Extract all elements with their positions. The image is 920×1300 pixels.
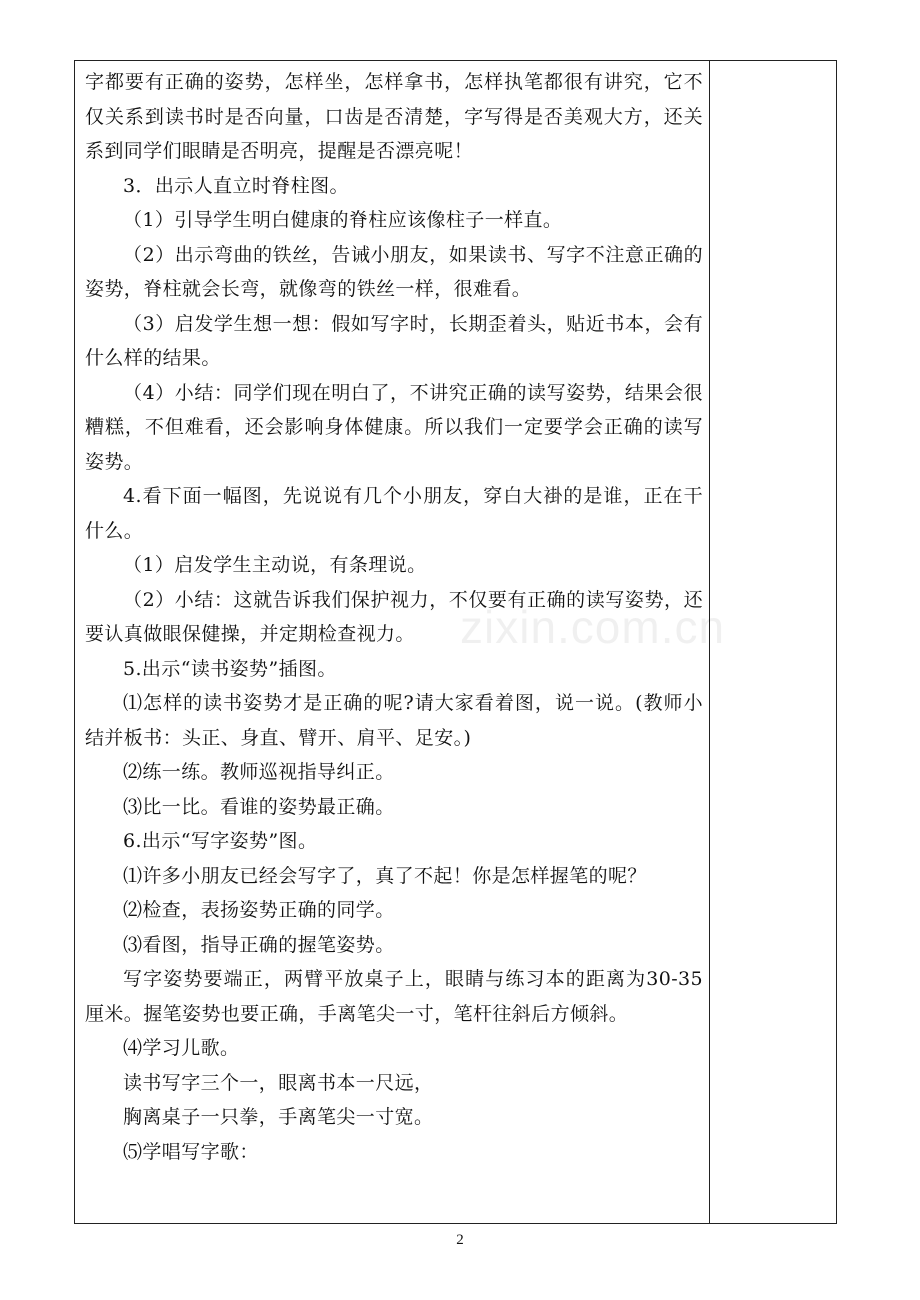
- paragraph: （2）出示弯曲的铁丝，告诫小朋友，如果读书、写字不注意正确的姿势，脊柱就会长弯，就像弯的铁丝一样，很难看。: [85, 243, 703, 300]
- paragraph: （3）启发学生想一想：假如写字时，长期歪着头，贴近书本，会有什么样的结果。: [85, 312, 703, 369]
- paragraph: ⑶看图，指导正确的握笔姿势。: [123, 933, 395, 956]
- paragraph: ⑴怎样的读书姿势才是正确的呢?请大家看着图，说一说。(教师小结并板书：头正、身直、臂开、肩平、足安。): [85, 692, 703, 749]
- paragraph: 5.出示“读书姿势”插图。: [123, 657, 337, 680]
- watermark: zixin.com.cn: [460, 601, 726, 653]
- page-number: 2: [456, 1232, 464, 1248]
- paragraph: 3．出示人直立时脊柱图。: [123, 174, 349, 197]
- paragraph: ⑶比一比。看谁的姿势最正确。: [123, 795, 395, 818]
- paragraph: ⑸学唱写字歌：: [123, 1140, 259, 1163]
- paragraph: 字都要有正确的姿势，怎样坐，怎样拿书，怎样执笔都很有讲究，它不仅关系到读书时是否向量，口齿是否清楚，字写得是否美观大方，还关系到同学们眼睛是否明亮，提醒是否漂亮呢！: [85, 71, 703, 162]
- notes-cell: [710, 61, 836, 1223]
- paragraph: 4.看下面一幅图，先说说有几个小朋友，穿白大褂的是谁，正在干什么。: [85, 485, 703, 542]
- paragraph: ⑴许多小朋友已经会写字了，真了不起！你是怎样握笔的呢？: [123, 864, 647, 887]
- paragraph: 写字姿势要端正，两臂平放桌子上，眼睛与练习本的距离为30-35厘米。握笔姿势也要正确，手离笔尖一寸，笔杆往斜后方倾斜。: [85, 968, 703, 1025]
- paragraph: （4）小结：同学们现在明白了，不讲究正确的读写姿势，结果会很糟糕，不但难看，还会影响身体健康。所以我们一定要学会正确的读写姿势。: [85, 381, 703, 473]
- paragraph: 6.出示“写字姿势”图。: [123, 830, 318, 852]
- lesson-table: [74, 60, 837, 1224]
- paragraph: （1）引导学生明白健康的脊柱应该像柱子一样直。: [123, 209, 563, 231]
- paragraph: （1）启发学生主动说，有条理说。: [123, 554, 427, 576]
- paragraph: （2）小结：这就告诉我们保护视力，不仅要有正确的读写姿势，还要认真做眼保健操，并定期检查视力。: [85, 588, 703, 645]
- paragraph: 读书写字三个一，眼离书本一尺远，: [123, 1071, 434, 1094]
- paragraph: ⑵练一练。教师巡视指导纠正。: [123, 761, 395, 783]
- lesson-content-cell: [75, 61, 710, 1223]
- paragraph: ⑵检查，表扬姿势正确的同学。: [123, 899, 395, 921]
- paragraph: ⑷学习儿歌。: [123, 1037, 240, 1059]
- paragraph: 胸离桌子一只拳，手离笔尖一寸宽。: [123, 1106, 434, 1128]
